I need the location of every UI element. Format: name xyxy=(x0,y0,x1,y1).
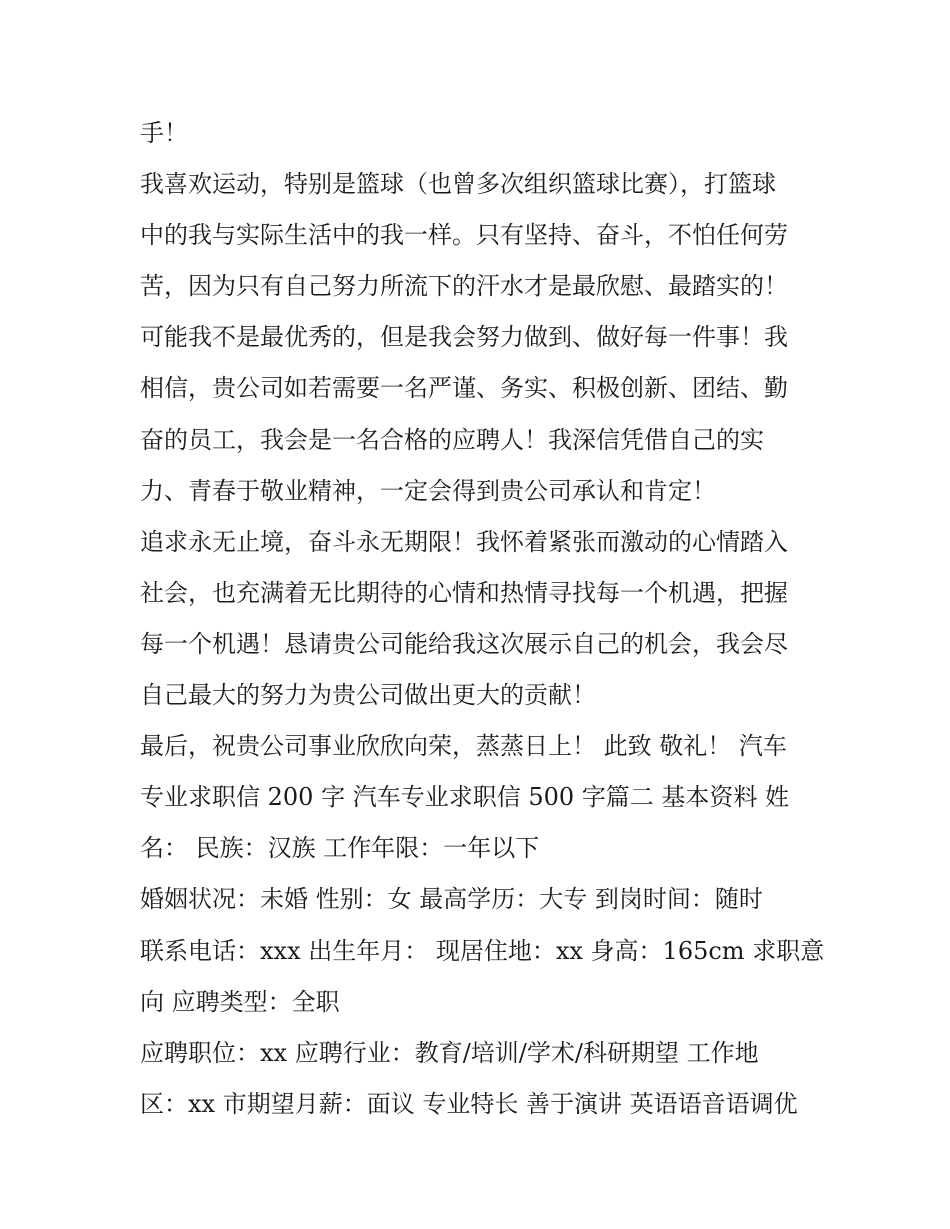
text-line: 相信，贵公司如若需要一名严谨、务实、积极创新、团结、勤 xyxy=(140,374,788,403)
text-line: 苦，因为只有自己努力所流下的汗水才是最欣慰、最踏实的！ xyxy=(140,272,788,301)
text-line: 力、青春于敬业精神，一定会得到贵公司承认和肯定！ xyxy=(140,476,716,505)
text-line: 追求永无止境，奋斗永无期限！我怀着紧张而激动的心情踏入 xyxy=(140,527,788,556)
text-line: 每一个机遇！恳请贵公司能给我这次展示自己的机会，我会尽 xyxy=(140,629,788,658)
text-line: 联系电话：xxx 出生年月： 现居住地：xx 身高：165cm 求职意 xyxy=(140,936,825,965)
text-line: 最后，祝贵公司事业欣欣向荣，蒸蒸日上！ 此致 敬礼！ 汽车 xyxy=(140,732,787,761)
document-body xyxy=(140,108,830,1130)
text-line: 名： 民族：汉族 工作年限：一年以下 xyxy=(140,834,540,863)
text-line: 社会，也充满着无比期待的心情和热情寻找每一个机遇，把握 xyxy=(140,578,788,607)
text-line: 应聘职位：xx 应聘行业：教育/培训/学术/科研期望 工作地 xyxy=(140,1038,759,1067)
text-line: 我喜欢运动，特别是篮球（也曾多次组织篮球比赛），打篮球 xyxy=(140,170,776,199)
text-line: 区：xx 市期望月薪：面议 专业特长 善于演讲 英语语音语调优 xyxy=(140,1089,798,1118)
text-line: 可能我不是最优秀的，但是我会努力做到、做好每一件事！我 xyxy=(140,323,788,352)
text-line: 婚姻状况：未婚 性别：女 最高学历：大专 到岗时间：随时 xyxy=(140,885,763,914)
text-line: 自己最大的努力为贵公司做出更大的贡献！ xyxy=(140,681,596,710)
text-line: 手！ xyxy=(140,119,188,147)
text-line: 向 应聘类型：全职 xyxy=(140,987,340,1016)
text-line: 奋的员工，我会是一名合格的应聘人！我深信凭借自己的实 xyxy=(140,425,764,454)
text-line: 中的我与实际生活中的我一样。只有坚持、奋斗，不怕任何劳 xyxy=(140,221,788,250)
text-line: 专业求职信 200 字 汽车专业求职信 500 字篇二 基本资料 姓 xyxy=(140,783,790,812)
